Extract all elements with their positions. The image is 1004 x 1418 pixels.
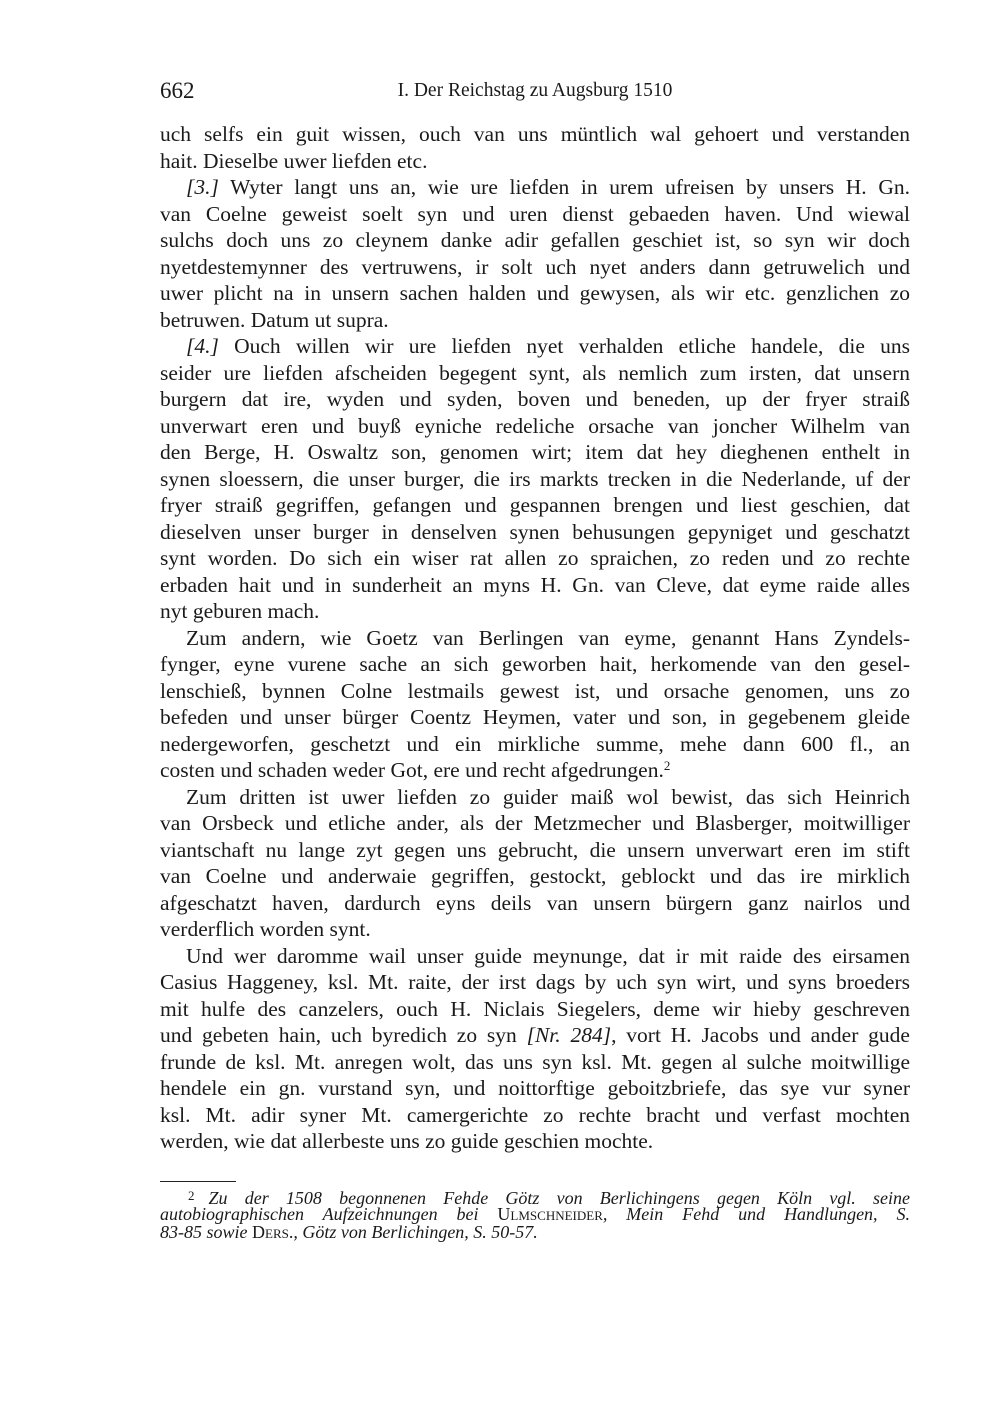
text-line: van Coelne und anderwaie gegriffen, gestockt, geblockt und das ire mirklich [160,864,910,888]
text-line: [4.] Ouch willen wir ure liefden nyet verhalden etliche handele, die uns [186,334,910,358]
text-line: fryer straiß gegriffen, gefangen und gespannen brengen und liest geschien, dat [160,493,910,517]
text-line: nedergeworfen, geschetzt und ein mirkliche summe, mehe dann 600 fl., an [160,731,910,756]
text-line: und gebeten hain, uch byredich zo syn [Nr. 284], vort H. Jacobs und ander gude [160,1023,910,1047]
text-line: fynger, eyne vurene sache an sich geworben hait, herkomende van den gesel- [160,652,910,676]
cross-reference: [Nr. 284] [526,1023,612,1047]
author-name: Ders. [252,1222,294,1242]
text-line: Casius Haggeney, ksl. Mt. raite, der irst dags by uch syn wirt, und syns broeders [160,970,910,994]
text-line: den Berge, H. Oswaltz son, genomen wirt; item dat hey dieghenen enthelt in [160,440,910,464]
text-line: synen sloessern, die unser burger, die irs markts trecken in die Nederlande, uf der [160,466,910,491]
text-line: unverwart eren und buyß eyniche redeliche orsache van joncher Wilhelm van [160,413,910,438]
section-marker: [3.] [186,175,219,199]
text-line: befeden und unser bürger Coentz Heymen, vater und son, in gegebenem gleide [160,705,910,729]
text-line: betruwen. Datum ut supra. [160,307,389,332]
text-line: frunde de ksl. Mt. anregen wolt, das uns syn ksl. Mt. gegen al sulche moitwillige [160,1049,910,1074]
text-line: sulchs doch uns zo cleynem danke adir gefallen geschiet ist, so syn wir doch [160,228,910,252]
paragraph-5 [160,784,910,943]
text-line: afgeschatzt haven, dardurch eyns deils van unsern bürgern ganz nairlos und [160,890,910,915]
text-line: seider ure liefden afscheiden begegent synt, als nemlich zum irsten, dat unsern [160,360,910,385]
paragraph-4 [160,625,910,784]
text-line: ksl. Mt. adir syner Mt. camergerichte zo rechte bracht und verfast mochten [160,1102,910,1127]
page-number: 662 [160,78,195,103]
footnote-line: $^2$ Zu der 1508 begonnenen Fehde Götz von Berlichingens gegen Köln vgl. seine [160,1187,910,1205]
text-line: nyt geburen mach. [160,599,320,623]
author-name: Ulmschneider [497,1204,603,1224]
text-line: uch selfs ein guit wissen, ouch van uns müntlich wal gehoert und verstanden [160,122,910,146]
footnote-number: 2 [188,1188,195,1203]
paragraph-2 [160,174,910,333]
footnote [160,1187,910,1241]
text-line: mit hulfe des canzelers, ouch H. Niclais Siegelers, deme wir hieby geschreven [160,996,910,1021]
text-line: werden, wie dat allerbeste uns zo guide geschien mochte. [160,1129,654,1153]
section-marker: [4.] [186,334,219,358]
text-line: erbaden hait und in sunderheit an myns H. Gn. van Cleve, dat eyme raide alles [160,572,910,597]
text-line: Zum andern, wie Goetz van Berlingen van eyme, genannt Hans Zyndels- [186,625,910,650]
text-line: hait. Dieselbe uwer liefden etc. [160,148,428,173]
text-line: viantschaft nu lange zyt gegen uns gebrucht, die unsern unverwart eren im stift [160,837,910,862]
footnote-reference[interactable]: 2 [663,758,671,773]
footnote-line: 83-85 sowie Ders., Götz von Berlichingen, S. 50-57. [160,1222,538,1242]
page-header [160,78,910,108]
text-line: synt worden. Do sich ein wiser rat allen zo spraichen, zo reden und zo rechte [160,546,910,570]
text-line: burgern dat ire, wyden und syden, boven und beneden, up der fryer straiß [160,387,910,411]
footnote-line: autobiographischen Aufzeichnungen bei Ulmschneider, Mein Fehd und Handlungen, S. [160,1204,910,1224]
main-text [160,121,910,1155]
paragraph-1 [160,121,910,174]
text-line: hendele ein gn. vurstand syn, und noittorftige geboitzbriefe, das sye vur syner [160,1076,910,1100]
text-line: uwer plicht na in unsern sachen halden und gewysen, als wir etc. genzlichen zo [160,281,910,305]
text-line: verderflich worden synt. [160,917,371,941]
text-line: Und wer daromme wail unser guide meynunge, dat ir mit raide des eirsamen [186,943,910,968]
text-line: lenschieß, bynnen Colne lestmails gewest ist, und orsache genomen, uns zo [160,678,910,703]
paragraph-6 [160,943,910,1155]
paragraph-3 [160,333,910,625]
running-title: I. Der Reichstag zu Augsburg 1510 [397,80,673,101]
text-line: dieselven unser burger in denselven synen behusungen gepyniget und geschatzt [160,519,910,544]
text-line: [3.] Wyter langt uns an, wie ure liefden in urem ufreisen by unsers H. Gn. [186,175,910,199]
text-line: van Coelne geweist soelt syn und uren dienst gebaeden haven. Und wiewal [160,201,910,226]
text-line: van Orsbeck und etliche ander, als der Metzmecher und Blasberger, moitwilliger [160,811,910,835]
text-line: nyetdestemynner des vertruwens, ir solt uch nyet anders dann getruwelich und [160,254,910,279]
text-line: costen und schaden weder Got, ere und recht afgedrungen.$^2$ [160,758,671,782]
footnote-divider [160,1181,236,1182]
text-line: Zum dritten ist uwer liefden zo guider maiß wol bewist, das sich Heinrich [186,784,910,809]
